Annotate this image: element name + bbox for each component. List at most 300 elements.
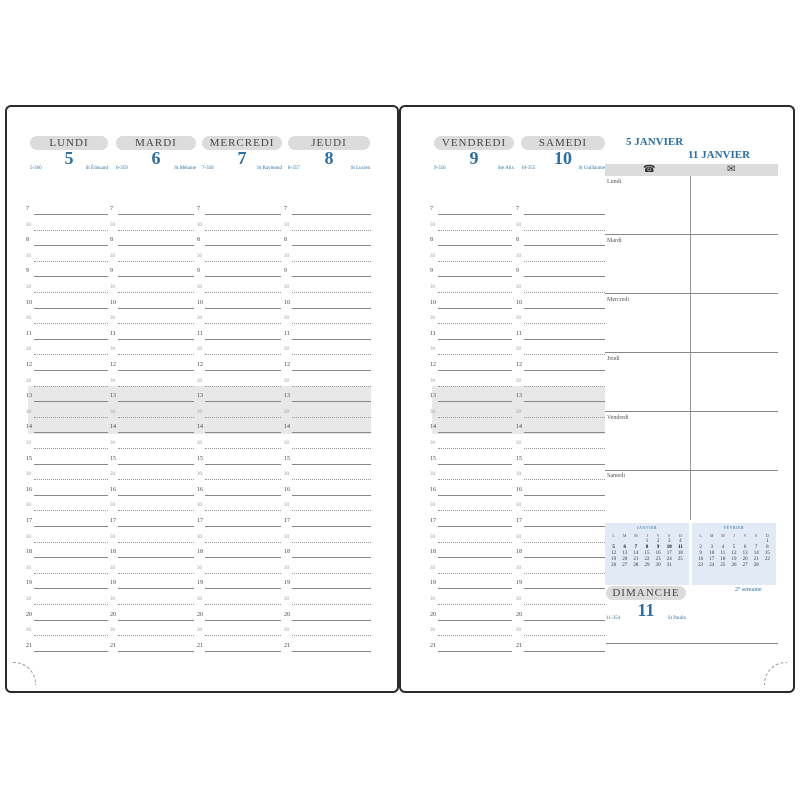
- hour-row[interactable]: [26, 543, 108, 559]
- hour-row[interactable]: [197, 637, 281, 653]
- hour-row[interactable]: [516, 481, 605, 497]
- mini-calendar-day: 19: [731, 557, 737, 562]
- hour-label: 30: [430, 378, 435, 384]
- hour-label: 30: [110, 503, 115, 509]
- hour-label: 30: [430, 503, 435, 509]
- hour-row[interactable]: [284, 356, 371, 372]
- hour-label: 18: [197, 549, 203, 556]
- hour-label: 30: [26, 222, 31, 228]
- hour-row[interactable]: [197, 559, 281, 575]
- hour-row[interactable]: [430, 450, 512, 466]
- hour-row[interactable]: [430, 200, 512, 216]
- hour-label: 18: [26, 549, 32, 556]
- hour-label: 20: [516, 611, 522, 618]
- hour-row[interactable]: [284, 340, 371, 356]
- hour-row[interactable]: [430, 512, 512, 528]
- hour-row[interactable]: [197, 372, 281, 388]
- day-saint: St Paulin: [667, 616, 686, 621]
- hour-label: 19: [110, 580, 116, 587]
- mini-calendar-day: [675, 563, 686, 568]
- hour-row[interactable]: [197, 528, 281, 544]
- mini-calendar-day: 11: [678, 545, 683, 550]
- hour-row[interactable]: [430, 496, 512, 512]
- hour-label: 19: [284, 580, 290, 587]
- hour-label: 30: [110, 597, 115, 602]
- hour-row[interactable]: [197, 590, 281, 606]
- hour-row[interactable]: [516, 247, 605, 263]
- hour-row[interactable]: [110, 340, 194, 356]
- hour-row[interactable]: [516, 637, 605, 653]
- hour-label: 8: [516, 237, 519, 244]
- week-number-label: 2° semaine: [735, 587, 762, 593]
- mini-calendar-day: 11: [720, 551, 726, 556]
- mini-calendar-day: 3: [668, 539, 671, 544]
- hour-row[interactable]: [516, 465, 605, 481]
- hour-row[interactable]: [516, 528, 605, 544]
- hour-row[interactable]: [430, 434, 512, 450]
- day-column-dimanche[interactable]: [606, 586, 686, 621]
- hour-row[interactable]: [110, 294, 194, 310]
- hour-row[interactable]: [110, 434, 194, 450]
- hour-label: 18: [284, 549, 290, 556]
- hour-row[interactable]: [110, 496, 194, 512]
- hour-row[interactable]: [26, 340, 108, 356]
- hour-row[interactable]: [26, 450, 108, 466]
- hour-row[interactable]: [430, 418, 512, 434]
- mini-calendar-day: [695, 539, 706, 544]
- hour-row[interactable]: [26, 606, 108, 622]
- hour-row[interactable]: [110, 528, 194, 544]
- hour-row[interactable]: [197, 465, 281, 481]
- hour-row[interactable]: [430, 216, 512, 232]
- hour-row[interactable]: [430, 325, 512, 341]
- hour-label: 20: [110, 611, 116, 618]
- hour-row[interactable]: [197, 387, 281, 403]
- hour-label: 12: [430, 362, 436, 368]
- hour-row[interactable]: [26, 418, 108, 434]
- hour-label: 21: [110, 642, 116, 649]
- hour-row[interactable]: [197, 262, 281, 278]
- hour-label: 30: [26, 285, 31, 290]
- mini-calendar-weekday: M: [634, 533, 638, 538]
- hour-row[interactable]: [284, 574, 371, 590]
- hour-label: 21: [516, 642, 522, 649]
- hour-row[interactable]: [284, 309, 371, 325]
- hour-row[interactable]: [430, 606, 512, 622]
- mini-calendar-day: 7: [755, 545, 758, 550]
- hour-row[interactable]: [516, 403, 605, 419]
- hour-row[interactable]: [26, 637, 108, 653]
- hour-row[interactable]: [284, 200, 371, 216]
- hour-label: 30: [430, 222, 435, 228]
- day-saint: Ste Alix: [497, 166, 514, 171]
- hour-row[interactable]: [284, 559, 371, 575]
- hour-label: 30: [430, 441, 435, 446]
- hour-row[interactable]: [110, 403, 194, 419]
- hour-row[interactable]: [197, 418, 281, 434]
- hour-row[interactable]: [516, 574, 605, 590]
- hour-label: 8: [284, 237, 287, 244]
- hour-row[interactable]: [26, 387, 108, 403]
- hour-row[interactable]: [26, 621, 108, 637]
- hour-row[interactable]: [197, 543, 281, 559]
- hour-row[interactable]: [284, 372, 371, 388]
- hour-row[interactable]: [430, 247, 512, 263]
- hour-row[interactable]: [26, 216, 108, 232]
- hour-row[interactable]: [197, 450, 281, 466]
- mini-calendar-day: 2: [656, 539, 660, 544]
- hour-row[interactable]: [284, 231, 371, 247]
- hour-row[interactable]: [197, 356, 281, 372]
- hour-row[interactable]: [284, 512, 371, 528]
- hour-label: 7: [516, 206, 519, 212]
- week-day-label: Lundi: [607, 179, 622, 185]
- hour-row[interactable]: [26, 590, 108, 606]
- hour-row[interactable]: [430, 528, 512, 544]
- mini-calendar-day: 1: [645, 539, 649, 544]
- hour-row[interactable]: [516, 606, 605, 622]
- hour-label: 8: [430, 237, 433, 244]
- hour-row[interactable]: [110, 278, 194, 294]
- hour-row[interactable]: [516, 309, 605, 325]
- hour-row[interactable]: [516, 325, 605, 341]
- hour-row[interactable]: [110, 325, 194, 341]
- hour-row[interactable]: [197, 496, 281, 512]
- hour-label: 21: [197, 642, 203, 649]
- hour-label: 13: [284, 393, 290, 400]
- hour-row[interactable]: [26, 574, 108, 590]
- mini-calendar-day: 12: [731, 551, 737, 556]
- hour-label: 16: [516, 486, 522, 493]
- hour-row[interactable]: [26, 247, 108, 263]
- hour-row[interactable]: [26, 278, 108, 294]
- hour-row[interactable]: [430, 543, 512, 559]
- hour-row[interactable]: [284, 528, 371, 544]
- hour-row[interactable]: [110, 372, 194, 388]
- hour-row[interactable]: [197, 231, 281, 247]
- hour-row[interactable]: [26, 403, 108, 419]
- hour-label: 30: [110, 472, 115, 478]
- hour-row[interactable]: [430, 278, 512, 294]
- week-notes-jeudi[interactable]: [605, 353, 778, 412]
- hour-row[interactable]: [284, 294, 371, 310]
- hour-row[interactable]: [284, 434, 371, 450]
- hour-row[interactable]: [430, 387, 512, 403]
- hour-row[interactable]: [430, 231, 512, 247]
- hour-label: 13: [197, 393, 203, 400]
- week-notes-vendredi[interactable]: [605, 412, 778, 471]
- hour-label: 30: [516, 409, 521, 415]
- week-day-label: Jeudi: [607, 356, 620, 362]
- hour-label: 13: [516, 393, 522, 400]
- week-title-start: 5 JANVIER: [626, 136, 684, 148]
- hour-row[interactable]: [26, 231, 108, 247]
- hour-label: 15: [516, 455, 522, 462]
- hour-label: 30: [26, 534, 31, 540]
- hour-row[interactable]: [26, 528, 108, 544]
- hour-label: 30: [110, 316, 115, 322]
- hour-row[interactable]: [110, 481, 194, 497]
- hour-row[interactable]: [516, 387, 605, 403]
- day-name: LUNDI: [30, 136, 108, 150]
- hour-label: 15: [197, 455, 203, 462]
- hour-label: 30: [197, 534, 202, 540]
- hour-row[interactable]: [516, 340, 605, 356]
- hour-row[interactable]: [430, 356, 512, 372]
- hour-label: 30: [516, 285, 521, 290]
- hour-label: 14: [516, 424, 522, 431]
- hour-row[interactable]: [284, 621, 371, 637]
- hour-label: 30: [197, 597, 202, 602]
- hour-row[interactable]: [110, 621, 194, 637]
- hour-row[interactable]: [516, 621, 605, 637]
- hour-row[interactable]: [197, 574, 281, 590]
- hour-label: 20: [430, 611, 436, 618]
- hour-label: 9: [110, 268, 113, 275]
- hour-label: 30: [110, 347, 115, 353]
- hour-label: 9: [197, 268, 200, 275]
- hour-row[interactable]: [430, 294, 512, 310]
- hour-row[interactable]: [197, 403, 281, 419]
- mini-calendar-day: 17: [666, 551, 672, 556]
- sunday-line: [606, 643, 778, 644]
- mini-calendar-day: 8: [645, 545, 649, 550]
- hour-row[interactable]: [516, 559, 605, 575]
- hour-row[interactable]: [26, 200, 108, 216]
- hour-row[interactable]: [516, 496, 605, 512]
- hour-row[interactable]: [110, 606, 194, 622]
- hour-row[interactable]: [430, 340, 512, 356]
- hour-row[interactable]: [197, 340, 281, 356]
- hour-row[interactable]: [197, 434, 281, 450]
- hour-label: 14: [197, 424, 203, 431]
- mini-calendar-day: 5: [732, 545, 736, 550]
- hour-label: 30: [26, 565, 31, 571]
- hour-row[interactable]: [26, 325, 108, 341]
- hour-line: [205, 651, 281, 652]
- hour-label: 30: [284, 597, 289, 602]
- hour-row[interactable]: [197, 278, 281, 294]
- day-saint: St Raymond: [257, 166, 282, 171]
- mini-calendar-day: 22: [764, 557, 770, 562]
- hour-label: 10: [516, 299, 522, 306]
- hour-row[interactable]: [26, 559, 108, 575]
- hour-label: 21: [284, 642, 290, 649]
- hour-row[interactable]: [516, 356, 605, 372]
- hour-row[interactable]: [110, 356, 194, 372]
- hour-row[interactable]: [516, 418, 605, 434]
- hour-label: 30: [197, 472, 202, 478]
- hour-row[interactable]: [110, 574, 194, 590]
- mail-icon: ✉: [727, 164, 736, 175]
- hour-label: 30: [197, 222, 202, 228]
- hour-row[interactable]: [110, 231, 194, 247]
- hour-row[interactable]: [110, 216, 194, 232]
- week-day-label: Vendredi: [607, 415, 629, 421]
- hour-row[interactable]: [516, 543, 605, 559]
- week-day-label: Mardi: [607, 238, 622, 244]
- hour-row[interactable]: [284, 465, 371, 481]
- hour-row[interactable]: [516, 590, 605, 606]
- day-saint: St Édouard: [85, 166, 108, 171]
- hour-label: 30: [430, 534, 435, 540]
- hour-row[interactable]: [430, 481, 512, 497]
- hour-row[interactable]: [197, 512, 281, 528]
- mini-calendar-janvier: [605, 523, 689, 585]
- hour-row[interactable]: [284, 262, 371, 278]
- hour-row[interactable]: [110, 512, 194, 528]
- hour-row[interactable]: [516, 450, 605, 466]
- hour-row[interactable]: [26, 262, 108, 278]
- hour-row[interactable]: [197, 621, 281, 637]
- hour-label: 19: [197, 580, 203, 587]
- hour-row[interactable]: [197, 606, 281, 622]
- week-notes-mercredi[interactable]: [605, 294, 778, 353]
- hour-row[interactable]: [516, 372, 605, 388]
- hour-row[interactable]: [430, 621, 512, 637]
- hour-label: 30: [430, 628, 435, 634]
- hour-label: 30: [110, 409, 115, 415]
- hour-label: 21: [430, 642, 436, 649]
- day-count: 10-355: [521, 166, 536, 171]
- hour-row[interactable]: [284, 247, 371, 263]
- hour-row[interactable]: [430, 637, 512, 653]
- hour-row[interactable]: [516, 294, 605, 310]
- hour-row[interactable]: [110, 247, 194, 263]
- hour-row[interactable]: [197, 200, 281, 216]
- hour-label: 11: [197, 330, 203, 337]
- day-name: JEUDI: [288, 136, 370, 150]
- hour-row[interactable]: [284, 418, 371, 434]
- hour-row[interactable]: [284, 496, 371, 512]
- hour-row[interactable]: [516, 278, 605, 294]
- hour-row[interactable]: [110, 559, 194, 575]
- hour-label: 13: [110, 393, 116, 400]
- week-notes-lundi[interactable]: [605, 176, 778, 235]
- hour-row[interactable]: [26, 294, 108, 310]
- hour-row[interactable]: [516, 434, 605, 450]
- hour-label: 30: [284, 409, 289, 415]
- hour-label: 15: [430, 455, 436, 462]
- hour-row[interactable]: [284, 606, 371, 622]
- week-notes-samedi[interactable]: [605, 470, 778, 520]
- mini-calendar-weekday: S: [755, 533, 758, 538]
- hour-label: 30: [430, 409, 435, 415]
- hour-row[interactable]: [430, 309, 512, 325]
- hour-label: 15: [26, 455, 32, 462]
- hour-row[interactable]: [26, 512, 108, 528]
- hour-row[interactable]: [430, 465, 512, 481]
- hour-label: 7: [430, 206, 433, 212]
- mini-calendar-day: 21: [633, 557, 639, 562]
- mini-calendar-day: 15: [644, 551, 650, 556]
- mini-calendar-weekday: D: [678, 533, 682, 538]
- mini-calendar-weekday: V: [743, 533, 747, 538]
- hour-label: 9: [516, 268, 519, 275]
- hour-row[interactable]: [284, 543, 371, 559]
- mini-calendar-day: 16: [655, 551, 661, 556]
- hour-row[interactable]: [110, 465, 194, 481]
- hour-row[interactable]: [26, 356, 108, 372]
- hour-label: 17: [26, 518, 32, 524]
- hour-row[interactable]: [430, 574, 512, 590]
- hour-row[interactable]: [26, 309, 108, 325]
- hour-row[interactable]: [197, 325, 281, 341]
- hour-row[interactable]: [197, 481, 281, 497]
- hour-row[interactable]: [284, 450, 371, 466]
- week-notes-mardi[interactable]: [605, 235, 778, 294]
- hour-row[interactable]: [284, 637, 371, 653]
- hour-row[interactable]: [197, 247, 281, 263]
- hour-row[interactable]: [284, 387, 371, 403]
- hour-row[interactable]: [430, 403, 512, 419]
- hour-row[interactable]: [26, 465, 108, 481]
- hour-row[interactable]: [284, 216, 371, 232]
- hour-row[interactable]: [430, 372, 512, 388]
- mini-calendar-weekday: L: [612, 533, 615, 538]
- hour-row[interactable]: [430, 590, 512, 606]
- hour-row[interactable]: [110, 590, 194, 606]
- mini-calendar-day: 23: [698, 563, 704, 568]
- hour-label: 18: [430, 549, 436, 556]
- hour-row[interactable]: [284, 278, 371, 294]
- day-number: 7: [237, 148, 247, 168]
- hour-label: 17: [516, 518, 522, 524]
- hour-row[interactable]: [284, 481, 371, 497]
- hour-row[interactable]: [430, 262, 512, 278]
- hour-row[interactable]: [516, 200, 605, 216]
- hour-row[interactable]: [197, 216, 281, 232]
- hour-label: 30: [284, 472, 289, 478]
- hour-label: 12: [284, 362, 290, 368]
- mini-calendar-day: 12: [611, 551, 617, 556]
- hour-row[interactable]: [26, 372, 108, 388]
- hour-row[interactable]: [516, 231, 605, 247]
- hour-label: 30: [26, 409, 31, 415]
- hour-label: 8: [197, 237, 200, 244]
- hour-label: 30: [516, 316, 521, 322]
- hour-row[interactable]: [284, 325, 371, 341]
- hour-row[interactable]: [26, 434, 108, 450]
- mini-calendar-day: 24: [709, 563, 715, 568]
- hour-row[interactable]: [110, 262, 194, 278]
- hour-row[interactable]: [110, 637, 194, 653]
- hour-label: 30: [110, 441, 115, 446]
- hour-row[interactable]: [110, 387, 194, 403]
- hour-row[interactable]: [110, 418, 194, 434]
- hour-row[interactable]: [516, 262, 605, 278]
- hour-label: 30: [430, 285, 435, 290]
- hour-row[interactable]: [26, 481, 108, 497]
- hour-row[interactable]: [110, 450, 194, 466]
- hour-row[interactable]: [430, 559, 512, 575]
- mini-calendar-day: [608, 539, 619, 544]
- hour-row[interactable]: [284, 403, 371, 419]
- hour-row[interactable]: [197, 294, 281, 310]
- hour-row[interactable]: [516, 216, 605, 232]
- hour-row[interactable]: [284, 590, 371, 606]
- hour-label: 10: [197, 299, 203, 306]
- hour-label: 30: [26, 441, 31, 446]
- hour-row[interactable]: [110, 200, 194, 216]
- hour-row[interactable]: [516, 512, 605, 528]
- hour-row[interactable]: [110, 543, 194, 559]
- hour-row[interactable]: [197, 309, 281, 325]
- hour-label: 30: [516, 347, 521, 353]
- hour-row[interactable]: [110, 309, 194, 325]
- hour-row[interactable]: [26, 496, 108, 512]
- day-name: SAMEDI: [521, 136, 605, 150]
